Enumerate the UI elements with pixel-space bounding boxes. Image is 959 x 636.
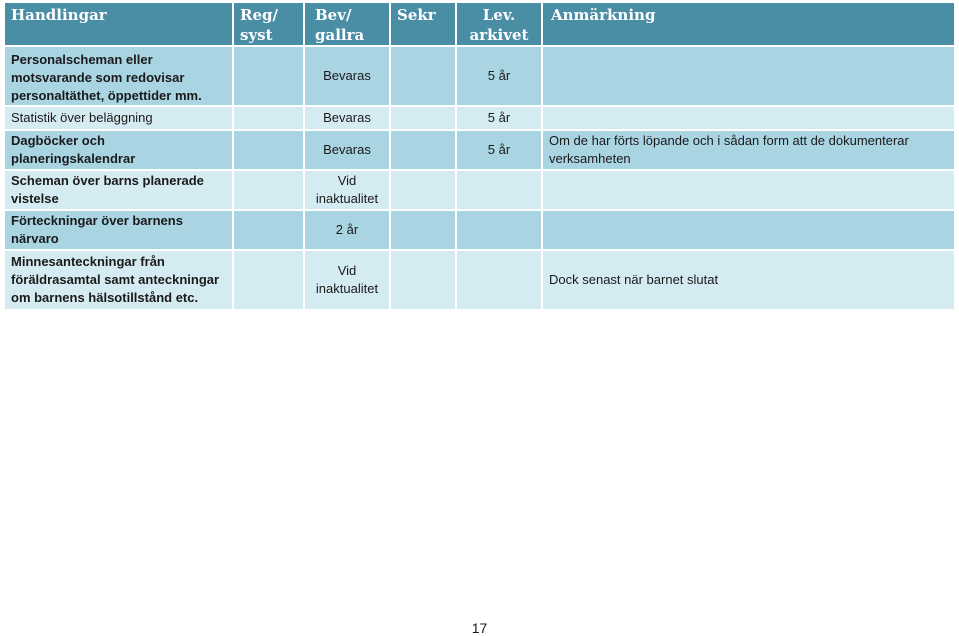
table-row <box>5 251 954 311</box>
cell-lev: 5 år <box>457 47 543 105</box>
retention-table <box>5 3 954 311</box>
cell-handlingar: Personalscheman eller motsvarande som redovisar personaltäthet, öppettider mm. <box>5 47 234 105</box>
cell-bev: 2 år <box>305 211 391 249</box>
cell-bev: Bevaras <box>305 131 391 169</box>
cell-sekr <box>391 47 457 105</box>
header-reg-syst: Reg/ syst <box>234 3 305 45</box>
cell-reg <box>234 171 305 209</box>
cell-lev <box>457 211 543 249</box>
table-row <box>5 131 954 171</box>
cell-sekr <box>391 251 457 309</box>
cell-sekr <box>391 171 457 209</box>
cell-bev: Bevaras <box>305 107 391 129</box>
header-sekr: Sekr <box>391 3 457 45</box>
cell-lev: 5 år <box>457 107 543 129</box>
cell-handlingar: Statistik över beläggning <box>5 107 234 129</box>
cell-handlingar: Dagböcker och planeringskalendrar <box>5 131 234 169</box>
cell-reg <box>234 251 305 309</box>
cell-handlingar: Förteckningar över barnens närvaro <box>5 211 234 249</box>
cell-handlingar: Minnesanteckningar från föräldrasamtal samt anteckningar om barnens hälsotillstånd etc. <box>5 251 234 309</box>
cell-reg <box>234 211 305 249</box>
cell-anm <box>543 171 954 209</box>
cell-lev <box>457 171 543 209</box>
cell-sekr <box>391 131 457 169</box>
cell-bev: Vid inaktualitet <box>305 171 391 209</box>
table-header-row <box>5 3 954 47</box>
table-row <box>5 171 954 211</box>
cell-anm: Om de har förts löpande och i sådan form att de dokumenterar verksamheten <box>543 131 954 169</box>
cell-reg <box>234 131 305 169</box>
cell-reg <box>234 47 305 105</box>
cell-anm <box>543 107 954 129</box>
cell-bev: Bevaras <box>305 47 391 105</box>
cell-bev: Vid inaktualitet <box>305 251 391 309</box>
table-row <box>5 107 954 131</box>
table-row <box>5 47 954 107</box>
header-lev-arkivet: Lev. arkivet <box>457 3 543 45</box>
cell-anm: Dock senast när barnet slutat <box>543 251 954 309</box>
page-number: 17 <box>471 620 488 636</box>
header-handlingar: Handlingar <box>5 3 234 45</box>
cell-lev <box>457 251 543 309</box>
cell-anm <box>543 211 954 249</box>
header-bev-gallra: Bev/ gallra <box>305 3 391 45</box>
cell-lev: 5 år <box>457 131 543 169</box>
header-anmarkning: Anmärkning <box>543 3 954 45</box>
cell-sekr <box>391 211 457 249</box>
cell-reg <box>234 107 305 129</box>
table-row <box>5 211 954 251</box>
cell-anm <box>543 47 954 105</box>
cell-handlingar: Scheman över barns planerade vistelse <box>5 171 234 209</box>
cell-sekr <box>391 107 457 129</box>
